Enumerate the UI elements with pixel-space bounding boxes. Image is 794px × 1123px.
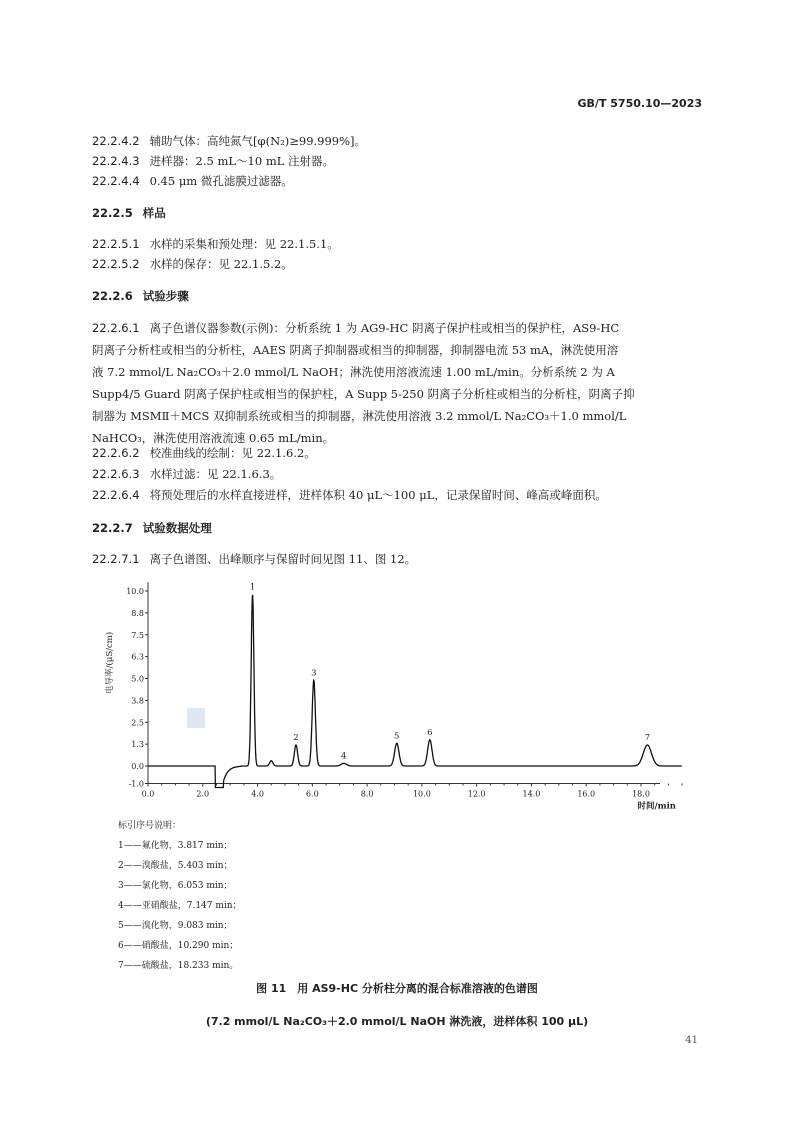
clause-number: 22.2.6.4 [92, 488, 140, 502]
clause-number: 22.2.7 [92, 521, 133, 535]
clause-text: Supp4/5 Guard 阴离子保护柱或相当的保护柱，A Supp 5-250 阴离子分析柱或相当的分析柱，阴离子抑 [92, 387, 635, 401]
x-tick-label: 14.0 [522, 789, 541, 799]
figure-caption: 图 11 用 AS9-HC 分析柱分离的混合标准溶液的色谱图 [256, 982, 538, 995]
x-tick-label: 2.0 [196, 789, 210, 799]
clause-text: 液 7.2 mmol/L Na₂CO₃＋2.0 mmol/L NaOH；淋洗使用溶液流速 1.00 mL/min。分析系统 2 为 A [92, 365, 615, 379]
y-axis-label: 电导率/(μS/cm) [105, 631, 115, 694]
clause-text: 校准曲线的绘制：见 22.1.6.2。 [149, 446, 316, 460]
paragraph-line [92, 134, 366, 148]
chromatogram-trace [148, 595, 682, 788]
paragraph-line [92, 488, 607, 502]
paragraph-line [92, 321, 619, 335]
clause-text: 辅助气体：高纯氮气[φ(N₂)≥99.999%]。 [149, 134, 367, 148]
paragraph-line [92, 174, 293, 188]
clause-text: 进样器：2.5 mL～10 mL 注射器。 [149, 154, 335, 168]
x-tick-label: 12.0 [467, 789, 486, 799]
x-tick-label: 6.0 [305, 789, 319, 799]
legend-item: 5——溴化物，9.083 min； [118, 921, 233, 931]
x-tick-label: 18.0 [632, 789, 650, 799]
paragraph-line [92, 154, 334, 168]
clause-text: 水样的采集和预处理：见 22.1.5.1。 [149, 237, 339, 251]
paragraph-line [92, 387, 635, 401]
paragraph-line [92, 552, 416, 566]
sac-watermark-logo [187, 708, 205, 728]
y-tick-label: 2.5 [131, 718, 144, 728]
clause-number: 22.2.4.2 [92, 134, 140, 148]
legend-item: 4——亚硝酸盐，7.147 min； [118, 901, 242, 911]
legend-item: 3——氯化物，6.053 min； [118, 881, 233, 891]
clause-text: 制器为 MSMⅡ＋MCS 双抑制系统或相当的抑制器，淋洗使用溶液 3.2 mmol/L Na₂CO₃＋1.0 mmol/L [92, 409, 627, 423]
x-tick-label: 10.0 [412, 789, 431, 799]
peak-label: 6 [427, 727, 433, 738]
clause-text: 0.45 μm 微孔滤膜过滤器。 [149, 174, 293, 188]
clause-text: 离子色谱仪器参数(示例)：分析系统 1 为 AG9-HC 阴离子保护柱或相当的保护柱，AS9-HC [149, 321, 620, 335]
paragraph-line [92, 467, 281, 481]
x-tick-label: 8.0 [360, 789, 374, 799]
peak-label: 1 [249, 582, 256, 593]
legend-item: 6——硝酸盐，10.290 min； [118, 941, 239, 951]
clause-number: 22.2.4.4 [92, 174, 140, 188]
y-tick-label: 10.0 [126, 587, 144, 596]
peak-label: 5 [394, 731, 400, 742]
clause-text: 试验数据处理 [142, 521, 212, 535]
peak-label: 4 [341, 751, 347, 762]
clause-number: 22.2.6.1 [92, 321, 140, 335]
y-tick-label: 5.0 [131, 674, 144, 684]
y-tick-label: 6.3 [131, 652, 144, 662]
peak-label: 7 [644, 733, 651, 743]
x-tick-label: 4.0 [251, 789, 264, 799]
clause-number: 22.2.6.2 [92, 446, 140, 460]
section-heading [92, 521, 212, 535]
y-tick-label: 7.5 [131, 630, 144, 640]
standard-number-header: GB/T 5750.10—2023 [577, 97, 702, 110]
y-tick-label: 0.0 [131, 762, 144, 771]
section-heading [92, 289, 189, 303]
clause-text: 试验步骤 [142, 289, 189, 303]
figure-subcaption: (7.2 mmol/L Na₂CO₃＋2.0 mmol/L NaOH 淋洗液，进样体积 100 μL) [205, 1015, 589, 1028]
paragraph-line [92, 257, 293, 271]
clause-number: 22.2.5 [92, 206, 133, 220]
clause-text: 样品 [142, 206, 166, 220]
y-tick-label: 3.8 [131, 696, 144, 706]
paragraph-line [92, 409, 626, 423]
page-number: 41 [685, 1035, 698, 1046]
paragraph-line [92, 343, 618, 357]
clause-number: 22.2.5.2 [92, 257, 140, 271]
clause-number: 22.2.5.1 [92, 237, 140, 251]
peak-label: 3 [311, 668, 317, 679]
peak-label: 2 [293, 733, 299, 743]
clause-text: 离子色谱图、出峰顺序与保留时间见图 11、图 12。 [149, 552, 417, 566]
clause-text: 阴离子分析柱或相当的分析柱，AAES 阴离子抑制器或相当的抑制器，抑制器电流 53 mA，淋洗使用溶 [92, 343, 619, 357]
paragraph-line [92, 446, 316, 460]
clause-number: 22.2.6 [92, 289, 133, 303]
x-axis-label: 时间/min [637, 801, 676, 812]
legend-item: 2——溴酸盐，5.403 min； [118, 861, 233, 871]
paragraph-line [92, 365, 615, 379]
legend-item: 1——氟化物，3.817 min； [118, 841, 233, 851]
clause-number: 22.2.7.1 [92, 552, 140, 566]
legend-title: 标引序号说明： [118, 821, 182, 831]
clause-number: 22.2.4.3 [92, 154, 140, 168]
clause-number: 22.2.6.3 [92, 467, 140, 481]
clause-text: 将预处理后的水样直接进样，进样体积 40 μL～100 μL，记录保留时间、峰高或峰面积。 [149, 488, 607, 502]
x-tick-label: 16.0 [577, 789, 596, 799]
section-heading [92, 206, 166, 220]
y-tick-label: 1.3 [131, 740, 144, 750]
clause-text: 水样的保存：见 22.1.5.2。 [149, 257, 293, 271]
y-tick-label: -1.0 [128, 779, 144, 789]
legend-item: 7——硫酸盐，18.233 min。 [118, 961, 239, 971]
y-tick-label: 8.8 [131, 608, 144, 618]
clause-text: 水样过滤：见 22.1.6.3。 [149, 467, 282, 481]
paragraph-line [92, 431, 334, 445]
clause-text: NaHCO₃，淋洗使用溶液流速 0.65 mL/min。 [92, 431, 335, 445]
chromatogram-chart [0, 570, 794, 830]
x-tick-label: 0.0 [141, 789, 155, 799]
paragraph-line [92, 237, 339, 251]
